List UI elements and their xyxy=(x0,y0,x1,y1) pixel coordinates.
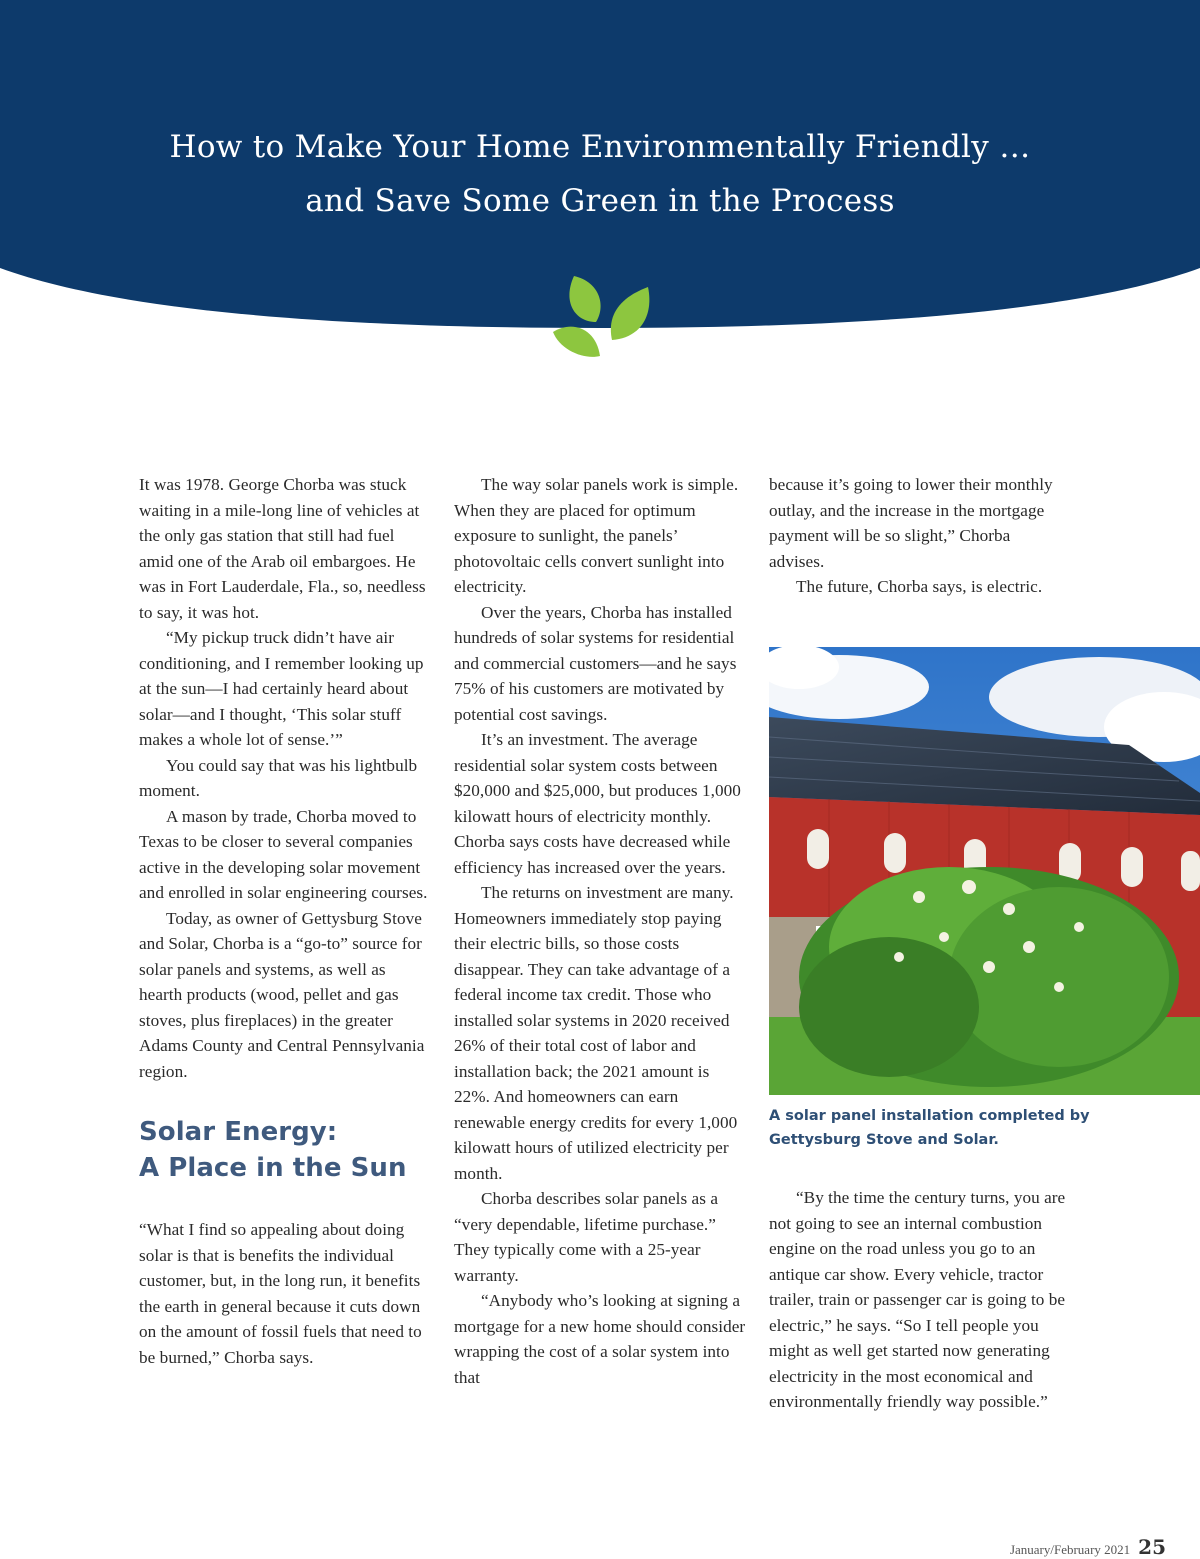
paragraph: It was 1978. George Chorba was stuck waiting in a mile-long line of vehicles at the only gas station that still had fuel amid one of the Arab oil embargoes. He was in Fort Lauderdale, Fla., so, needless to say, it was hot. xyxy=(139,475,426,622)
paragraph: Today, as owner of Gettysburg Stove and Solar, Chorba is a “go-to” source for solar panels and systems, as well as hearth products (wood, pellet and gas stoves, plus fireplaces) in the greater Adams County and Central Pennsylvania region. xyxy=(139,908,425,1081)
paragraph: because it’s going to lower their monthly outlay, and the increase in the mortgage payment will be so slight,” Chorba advises. xyxy=(769,475,1053,571)
title-line-1: How to Make Your Home Environmentally Friendly … xyxy=(169,129,1031,165)
page-footer xyxy=(1010,1535,1166,1559)
paragraph: “What I find so appealing about doing solar is that is benefits the individual customer, but, in the long run, it benefits the earth in general because it cuts down on the amount of fossil fuels that need to be burned,” Chorba says. xyxy=(139,1220,422,1367)
paragraph: “My pickup truck didn’t have air conditioning, and I remember looking up at the sun—I had certainly heard about solar—and I thought, ‘This solar stuff makes a whole lot of sense.’” xyxy=(139,628,424,749)
article-title xyxy=(0,120,1200,228)
column-3-continued xyxy=(769,1185,1069,1415)
column-2 xyxy=(454,472,748,1390)
title-line-2: and Save Some Green in the Process xyxy=(305,183,895,219)
paragraph: “By the time the century turns, you are not going to see an internal combustion engine on the road unless you go to an antique car show. Every vehicle, tractor trailer, train or passenger car is going to be electric,” he says. “So I tell people you might as well get started now generating electricity in the most economical and environmentally friendly way possible.” xyxy=(769,1188,1066,1411)
photo-caption: A solar panel installation completed by Gettysburg Stove and Solar. xyxy=(769,1108,1090,1148)
column-1 xyxy=(139,472,433,1370)
column-3 xyxy=(769,472,1069,600)
paragraph: “Anybody who’s looking at signing a mortgage for a new home should consider wrapping the cost of a solar system into that xyxy=(454,1291,746,1387)
paragraph: The returns on investment are many. Homeowners immediately stop paying their electric bills, so those costs disappear. They can take advantage of a federal income tax credit. Those who installed solar systems in 2020 received 26% of their total cost of labor and installation back; the 2021 amount is 22%. And homeowners can earn renewable energy credits for every 1,000 kilowatt hours of utilized electricity per month. xyxy=(454,883,738,1183)
paragraph: The future, Chorba says, is electric. xyxy=(796,577,1043,596)
paragraph: A mason by trade, Chorba moved to Texas to be closer to several companies active in the developing solar movement and enrolled in solar engineering courses. xyxy=(139,806,428,902)
subhead-bold: Solar Energy: xyxy=(139,1117,338,1147)
paragraph: Chorba describes solar panels as a “very dependable, lifetime purchase.” They typically come with a 25-year warranty. xyxy=(454,1189,718,1285)
paragraph: It’s an investment. The average residential solar system costs between $20,000 and $25,000, but produces 1,000 kilowatt hours of electricity monthly. Chorba says costs have decreased while efficiency has increased over the years. xyxy=(454,730,741,877)
header-banner xyxy=(0,0,1200,420)
paragraph: You could say that was his lightbulb moment. xyxy=(139,755,418,800)
paragraph: The way solar panels work is simple. When they are placed for optimum exposure to sunlight, the panels’ photovoltaic cells convert sunlight into electricity. xyxy=(454,475,739,596)
subhead-light: A Place in the Sun xyxy=(139,1153,407,1183)
barn-photo xyxy=(769,647,1200,1095)
section-subhead xyxy=(139,1114,433,1186)
page-number: 25 xyxy=(1138,1535,1166,1559)
issue-date: January/February 2021 xyxy=(1009,1542,1131,1557)
paragraph: Over the years, Chorba has installed hundreds of solar systems for residential and commercial customers—and he says 75% of his customers are motivated by potential cost savings. xyxy=(454,602,737,724)
